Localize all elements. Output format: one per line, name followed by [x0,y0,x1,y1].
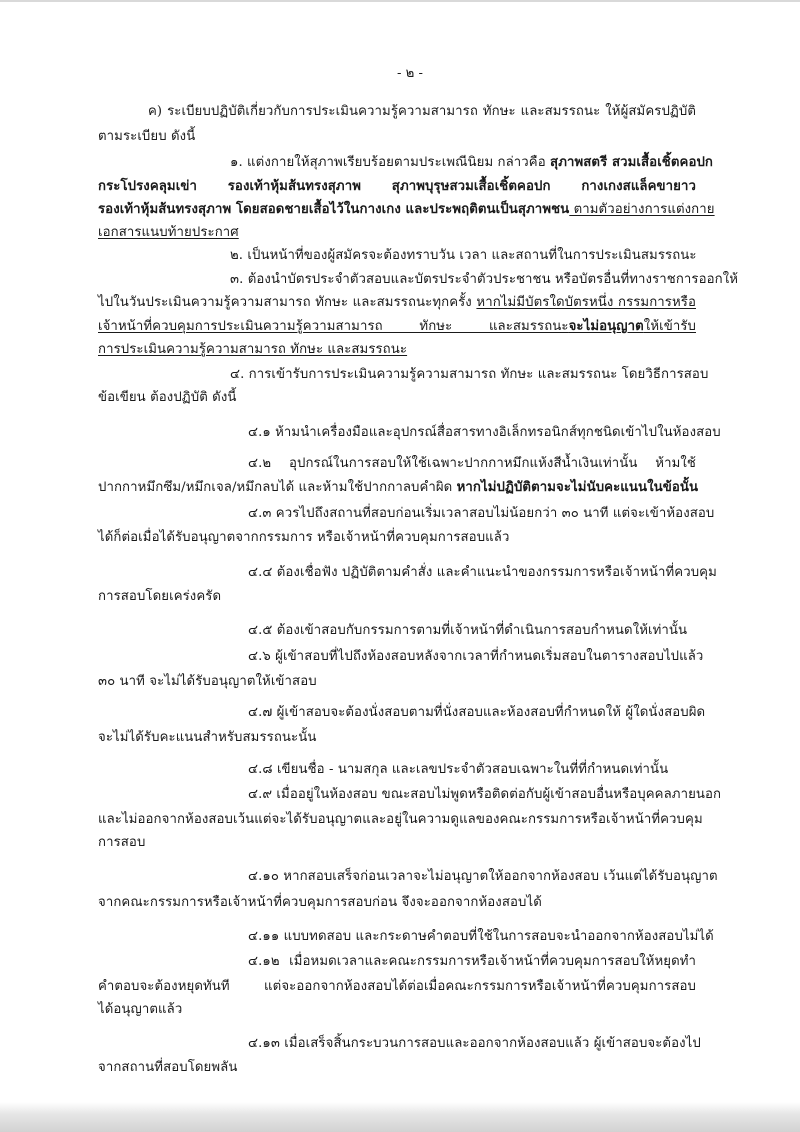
sub-item-4-9-line-2: และไม่ออกจากห้องสอบเว้นแต่จะได้รับอนุญาตและอยู่ในความดูแลของคณะกรรมการหรือเจ้าหน้าที่ควบคุม [98,812,703,827]
item-3-underlined-text: หากไม่มีบัตรใดบัตรหนึ่ง กรรมการหรือ [476,295,696,310]
sub-item-4-3-line-1: ๔.๓ ควรไปถึงสถานที่สอบก่อนเริ่มเวลาสอบไม่น้อยกว่า ๓๐ นาที แต่จะเข้าห้องสอบ [248,506,715,521]
item-1-line-4: เอกสารแนบท้ายประกาศ [98,225,239,240]
sub-item-4-7-line-1: ๔.๗ ผู้เข้าสอบจะต้องนั่งสอบตามที่นั่งสอบและห้องสอบที่กำหนดให้ ผู้ใดนั่งสอบผิด [248,705,706,720]
item-1-line-3 [98,201,715,219]
item-3-line-1: ๓. ต้องนำบัตรประจำตัวสอบและบัตรประจำตัวประชาชน หรือบัตรอื่นที่ทางราชการออกให้ [230,272,739,287]
item-3-line-2 [98,294,696,312]
sub-item-4-4-line-1: ๔.๔ ต้องเชื่อฟัง ปฏิบัติตามคำสั่ง และคำแนะนำของกรรมการหรือเจ้าหน้าที่ควบคุม [248,565,717,580]
item-1-bold-text: สุภาพสตรี สวมเสื้อเชิ้ตคอปก [550,155,714,170]
scan-edge-bottom [0,1102,800,1132]
item-3-underlined-text-3: ให้เข้ารับ [643,319,696,334]
sub-item-4-10-line-1: ๔.๑๐ หากสอบเสร็จก่อนเวลาจะไม่อนุญาตให้ออกจากห้องสอบ เว้นแต่ได้รับอนุญาต [248,869,718,884]
sub-item-4-2-bold-text: หากไม่ปฏิบัติตามจะไม่นับคะแนนในข้อนั้น [456,480,699,495]
sub-item-4-2-text: ปากกาหมึกซึม/หมึกเจล/หมึกลบได้ และห้ามใช้ปากกาลบคำผิด [98,480,457,495]
item-4-line-1: ๔. การเข้ารับการประเมินความรู้ความสามารถ ทักษะ และสมรรถนะ โดยวิธีการสอบ [230,367,709,382]
item-1-line-1 [230,154,714,172]
item-3-underlined-text-2: เจ้าหน้าที่ควบคุมการประเมินความรู้ความสามารถ ทักษะ และสมรรถนะ [98,319,569,334]
sub-item-4-9-line-1: ๔.๙ เมื่ออยู่ในห้องสอบ ขณะสอบไม่พูดหรือติดต่อกับผู้เข้าสอบอื่นหรือบุคคลภายนอก [248,787,722,802]
item-1-underlined-text: ตามตัวอย่างการแต่งกาย [569,202,715,217]
item-3-bold-text: จะไม่อนุญาต [568,319,644,334]
sub-item-4-12-line-2: คำตอบจะต้องหยุดทันที แต่จะออกจากห้องสอบได้ต่อเมื่อคณะกรรมการหรือเจ้าหน้าที่ควบคุมการสอบ [98,979,696,994]
sub-item-4-7-line-2: จะไม่ได้รับคะแนนสำหรับสมรรถนะนั้น [98,730,317,745]
sub-item-4-9-line-3: การสอบ [98,835,146,850]
item-1-text: ๑. แต่งกายให้สุภาพเรียบร้อยตามประเพณีนิยม กล่าวคือ [230,155,551,170]
page-number: - ๒ - [397,66,423,81]
sub-item-4-13-line-1: ๔.๑๓ เมื่อเสร็จสิ้นกระบวนการสอบและออกจากห้องสอบแล้ว ผู้เข้าสอบจะต้องไป [248,1036,701,1051]
sub-item-4-12-line-3: ได้อนุญาตแล้ว [98,1002,183,1017]
sub-item-4-2-line-1: ๔.๒ อุปกรณ์ในการสอบให้ใช้เฉพาะปากกาหมึกแห้งสีน้ำเงินเท่านั้น ห้ามใช้ [248,456,696,471]
item-1-line-2: กระโปรงคลุมเข่า รองเท้าหุ้มส้นทรงสุภาพ สุภาพบุรุษสวมเสื้อเชิ้ตคอปก กางเกงสแล็คขายาว [98,179,696,194]
sub-item-4-12-line-1: ๔.๑๒ เมื่อหมดเวลาและคณะกรรมการหรือเจ้าหน้าที่ควบคุมการสอบให้หยุดทำ [248,954,696,969]
sub-item-4-6-line-2: ๓๐ นาที จะไม่ได้รับอนุญาตให้เข้าสอบ [98,674,317,689]
item-1-bold-text-2: รองเท้าหุ้มส้นทรงสุภาพ โดยสอดชายเสื้อไว้ในกางเกง และประพฤติตนเป็นสุภาพชน [98,202,570,217]
sub-item-4-3-line-2: ได้ก็ต่อเมื่อได้รับอนุญาตจากกรรมการ หรือเจ้าหน้าที่ควบคุมการสอบแล้ว [98,530,510,545]
sub-item-4-11: ๔.๑๑ แบบทดสอบ และกระดาษคำตอบที่ใช้ในการสอบจะนำออกจากห้องสอบไม่ได้ [248,929,714,944]
item-3-line-3 [98,318,696,336]
sub-item-4-6-line-1: ๔.๖ ผู้เข้าสอบที่ไปถึงห้องสอบหลังจากเวลาที่กำหนดเริ่มสอบในตารางสอบไปแล้ว [248,649,704,664]
sub-item-4-13-line-2: จากสถานที่สอบโดยพลัน [98,1060,238,1075]
sub-item-4-10-line-2: จากคณะกรรมการหรือเจ้าหน้าที่ควบคุมการสอบก่อน จึงจะออกจากห้องสอบได้ [98,895,542,910]
sub-item-4-8: ๔.๘ เขียนชื่อ - นามสกุล และเลขประจำตัวสอบเฉพาะในที่ที่กำหนดเท่านั้น [248,762,669,777]
sub-item-4-1: ๔.๑ ห้ามนำเครื่องมือและอุปกรณ์สื่อสารทางอิเล็กทรอนิกส์ทุกชนิดเข้าไปในห้องสอบ [248,425,721,440]
scan-edge-top [0,0,800,2]
item-3-text: ไปในวันประเมินความรู้ความสามารถ ทักษะ และสมรรถนะทุกครั้ง [98,295,477,310]
item-4-line-2: ข้อเขียน ต้องปฏิบัติ ดังนี้ [98,390,237,405]
sub-item-4-4-line-2: การสอบโดยเคร่งครัด [98,589,222,604]
item-2: ๒. เป็นหน้าที่ของผู้สมัครจะต้องทราบวัน เวลา และสถานที่ในการประเมินสมรรถนะ [230,248,697,263]
sub-item-4-5: ๔.๕ ต้องเข้าสอบกับกรรมการตามที่เจ้าหน้าที่ดำเนินการสอบกำหนดให้เท่านั้น [248,623,688,638]
section-intro-line-1: ค) ระเบียบปฏิบัติเกี่ยวกับการประเมินความรู้ความสามารถ ทักษะ และสมรรถนะ ให้ผู้สมัครปฏิบัติ [148,104,696,119]
item-3-line-4: การประเมินความรู้ความสามารถ ทักษะ และสมรรถนะ [98,342,408,357]
section-intro-line-2: ตามระเบียบ ดังนี้ [98,129,196,144]
sub-item-4-2-line-2 [98,479,699,497]
